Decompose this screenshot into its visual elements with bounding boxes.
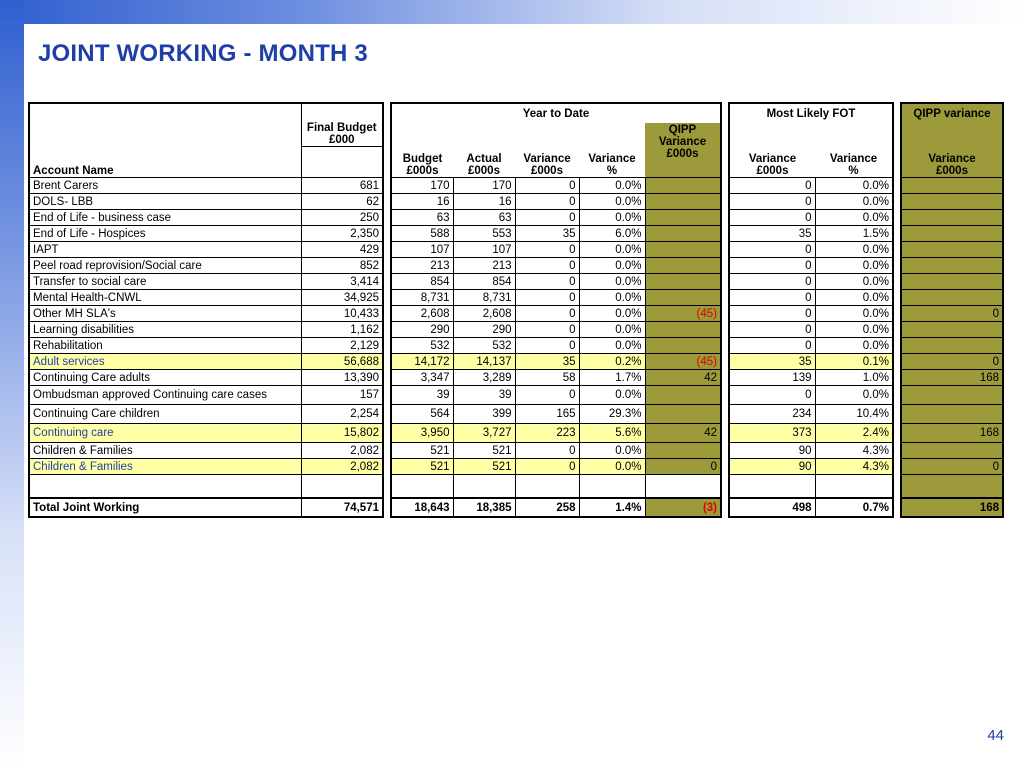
cell-qipp-variance: 0 — [901, 459, 1003, 475]
cell-fot-variance: 0 — [729, 178, 815, 194]
cell-ytd-variance-pct: 1.7% — [579, 370, 645, 386]
cell-ytd-qipp — [645, 290, 721, 306]
cell-fot-variance: 35 — [729, 354, 815, 370]
header-ytd-variance: Variance £000s — [523, 153, 571, 177]
cell-ytd-actual: 3,289 — [453, 370, 515, 386]
cell-ytd-variance-pct: 0.0% — [579, 178, 645, 194]
cell-qipp-variance — [901, 405, 1003, 424]
cell-ytd-actual: 290 — [453, 322, 515, 338]
cell-ytd-budget: 3,950 — [391, 424, 453, 443]
table-row — [29, 370, 1003, 386]
cell-qipp-variance — [901, 210, 1003, 226]
cell-final-budget: 56,688 — [301, 354, 383, 370]
cell-ytd-actual: 2,608 — [453, 306, 515, 322]
cell-ytd-variance: 165 — [515, 405, 579, 424]
cell-ytd-qipp: 42 — [645, 424, 721, 443]
cell-final-budget: 74,571 — [301, 498, 383, 517]
slide-title: JOINT WORKING - MONTH 3 — [38, 40, 368, 67]
cell-fot-variance-pct: 0.0% — [815, 178, 893, 194]
cell-ytd-actual: 854 — [453, 274, 515, 290]
cell-final-budget: 62 — [301, 194, 383, 210]
header-account-name: Account Name — [29, 103, 301, 178]
cell-ytd-variance-pct: 0.2% — [579, 354, 645, 370]
header-qipp-variance-group: QIPP variance — [901, 103, 1003, 123]
cell-ytd-qipp — [645, 226, 721, 242]
cell-ytd-actual: 18,385 — [453, 498, 515, 517]
cell-fot-variance-pct: 0.0% — [815, 338, 893, 354]
cell-fot-variance-pct: 0.0% — [815, 210, 893, 226]
table-row — [29, 178, 1003, 194]
cell-account-name: Learning disabilities — [29, 322, 301, 338]
cell-ytd-variance-pct: 0.0% — [579, 338, 645, 354]
cell-ytd-variance: 0 — [515, 210, 579, 226]
cell-fot-variance-pct: 4.3% — [815, 459, 893, 475]
cell-ytd-qipp — [645, 386, 721, 405]
cell-qipp-variance — [901, 386, 1003, 405]
cell-ytd-variance-pct: 0.0% — [579, 274, 645, 290]
cell-ytd-qipp — [645, 443, 721, 459]
header-ytd-budget: Budget £000s — [391, 147, 453, 178]
header-final-budget: Final Budget £000 — [301, 103, 383, 147]
cell-account-name: Other MH SLA's — [29, 306, 301, 322]
cell-fot-variance-pct: 0.0% — [815, 258, 893, 274]
cell-ytd-budget: 16 — [391, 194, 453, 210]
table-row — [29, 386, 1003, 405]
cell-fot-variance-pct: 0.0% — [815, 274, 893, 290]
cell-ytd-budget: 18,643 — [391, 498, 453, 517]
cell-fot-variance-pct: 0.0% — [815, 322, 893, 338]
header-ytd-qipp: QIPP Variance £000s — [645, 123, 721, 178]
cell-fot-variance: 0 — [729, 338, 815, 354]
cell-qipp-variance — [901, 290, 1003, 306]
cell-account-name: Continuing Care children — [29, 405, 301, 424]
cell-qipp-variance — [901, 322, 1003, 338]
cell-final-budget: 15,802 — [301, 424, 383, 443]
cell-ytd-budget: 521 — [391, 443, 453, 459]
cell-fot-variance: 373 — [729, 424, 815, 443]
cell-ytd-variance-pct: 0.0% — [579, 194, 645, 210]
cell-qipp-variance: 0 — [901, 354, 1003, 370]
cell-ytd-variance: 58 — [515, 370, 579, 386]
cell-final-budget: 13,390 — [301, 370, 383, 386]
cell-final-budget: 2,350 — [301, 226, 383, 242]
cell-final-budget: 3,414 — [301, 274, 383, 290]
cell-ytd-qipp — [645, 338, 721, 354]
cell-ytd-variance-pct: 0.0% — [579, 258, 645, 274]
cell-ytd-qipp: (45) — [645, 306, 721, 322]
table-row — [29, 405, 1003, 424]
header-fot-variance: Variance £000s — [729, 147, 815, 178]
cell-ytd-variance: 0 — [515, 386, 579, 405]
cell-ytd-budget: 170 — [391, 178, 453, 194]
cell-ytd-variance: 0 — [515, 443, 579, 459]
cell-account-name: Ombudsman approved Continuing care cases — [29, 386, 301, 405]
page-number: 44 — [987, 727, 1004, 744]
header-most-likely-fot: Most Likely FOT — [729, 103, 893, 123]
cell-fot-variance: 90 — [729, 459, 815, 475]
cell-fot-variance-pct: 0.0% — [815, 290, 893, 306]
left-gradient-bar — [0, 0, 24, 768]
cell-fot-variance-pct: 0.0% — [815, 306, 893, 322]
cell-ytd-actual: 107 — [453, 242, 515, 258]
header-ytd-actual: Actual £000s — [466, 153, 502, 177]
cell-qipp-variance — [901, 338, 1003, 354]
table-row — [29, 322, 1003, 338]
cell-ytd-variance-pct: 1.4% — [579, 498, 645, 517]
cell-final-budget: 681 — [301, 178, 383, 194]
table-row — [29, 424, 1003, 443]
cell-ytd-qipp: 0 — [645, 459, 721, 475]
cell-ytd-actual: 532 — [453, 338, 515, 354]
cell-account-name: Continuing Care adults — [29, 370, 301, 386]
cell-qipp-variance — [901, 274, 1003, 290]
cell-ytd-budget: 14,172 — [391, 354, 453, 370]
cell-account-name: Adult services — [29, 354, 301, 370]
cell-ytd-variance-pct: 0.0% — [579, 306, 645, 322]
cell-fot-variance: 0 — [729, 210, 815, 226]
cell-ytd-variance-pct: 0.0% — [579, 210, 645, 226]
table-row — [29, 242, 1003, 258]
table-row — [29, 290, 1003, 306]
cell-ytd-qipp — [645, 405, 721, 424]
cell-ytd-variance-pct: 0.0% — [579, 386, 645, 405]
cell-fot-variance-pct: 10.4% — [815, 405, 893, 424]
cell-ytd-variance-pct: 0.0% — [579, 459, 645, 475]
cell-ytd-budget: 63 — [391, 210, 453, 226]
cell-account-name: End of Life - business case — [29, 210, 301, 226]
cell-account-name: Rehabilitation — [29, 338, 301, 354]
cell-fot-variance: 0 — [729, 322, 815, 338]
cell-fot-variance: 90 — [729, 443, 815, 459]
header-qipp-variance: Variance £000s — [901, 147, 1003, 178]
cell-ytd-actual: 213 — [453, 258, 515, 274]
cell-final-budget: 2,254 — [301, 405, 383, 424]
cell-fot-variance: 0 — [729, 194, 815, 210]
header-fot-variance-pct: Variance % — [815, 147, 893, 178]
cell-ytd-qipp — [645, 178, 721, 194]
cell-ytd-actual: 553 — [453, 226, 515, 242]
header-year-to-date: Year to Date — [391, 103, 721, 123]
cell-final-budget: 34,925 — [301, 290, 383, 306]
cell-fot-variance: 0 — [729, 242, 815, 258]
cell-final-budget: 429 — [301, 242, 383, 258]
cell-ytd-actual: 63 — [453, 210, 515, 226]
cell-ytd-qipp: (3) — [645, 498, 721, 517]
cell-ytd-variance: 35 — [515, 354, 579, 370]
table-row — [29, 306, 1003, 322]
cell-account-name: Transfer to social care — [29, 274, 301, 290]
cell-qipp-variance: 168 — [901, 424, 1003, 443]
cell-ytd-budget: 213 — [391, 258, 453, 274]
cell-qipp-variance — [901, 258, 1003, 274]
cell-ytd-variance-pct: 0.0% — [579, 242, 645, 258]
spacer-row — [29, 475, 1003, 499]
cell-ytd-qipp: (45) — [645, 354, 721, 370]
cell-final-budget: 1,162 — [301, 322, 383, 338]
cell-account-name: Children & Families — [29, 459, 301, 475]
cell-ytd-budget: 532 — [391, 338, 453, 354]
cell-ytd-budget: 854 — [391, 274, 453, 290]
cell-ytd-variance-pct: 29.3% — [579, 405, 645, 424]
cell-fot-variance: 0 — [729, 386, 815, 405]
cell-fot-variance-pct: 1.5% — [815, 226, 893, 242]
cell-qipp-variance — [901, 194, 1003, 210]
cell-ytd-budget: 588 — [391, 226, 453, 242]
cell-fot-variance-pct: 4.3% — [815, 443, 893, 459]
cell-account-name: Total Joint Working — [29, 498, 301, 517]
cell-qipp-variance — [901, 178, 1003, 194]
cell-ytd-qipp — [645, 210, 721, 226]
table-row — [29, 459, 1003, 475]
cell-ytd-actual: 170 — [453, 178, 515, 194]
cell-fot-variance-pct: 0.0% — [815, 386, 893, 405]
cell-ytd-budget: 521 — [391, 459, 453, 475]
header-ytd-variance-pct: Variance % — [588, 153, 636, 177]
cell-ytd-qipp — [645, 194, 721, 210]
cell-final-budget: 10,433 — [301, 306, 383, 322]
cell-ytd-budget: 8,731 — [391, 290, 453, 306]
table-row — [29, 258, 1003, 274]
cell-ytd-qipp — [645, 242, 721, 258]
cell-ytd-budget: 107 — [391, 242, 453, 258]
top-gradient-bar — [0, 0, 1024, 24]
cell-ytd-variance: 258 — [515, 498, 579, 517]
table-row — [29, 354, 1003, 370]
cell-fot-variance-pct: 2.4% — [815, 424, 893, 443]
cell-ytd-qipp: 42 — [645, 370, 721, 386]
cell-final-budget: 2,129 — [301, 338, 383, 354]
cell-final-budget: 2,082 — [301, 443, 383, 459]
cell-fot-variance-pct: 0.0% — [815, 194, 893, 210]
cell-qipp-variance: 168 — [901, 370, 1003, 386]
cell-account-name: Mental Health-CNWL — [29, 290, 301, 306]
cell-account-name: DOLS- LBB — [29, 194, 301, 210]
cell-ytd-qipp — [645, 258, 721, 274]
cell-ytd-variance: 0 — [515, 258, 579, 274]
cell-ytd-qipp — [645, 274, 721, 290]
cell-ytd-variance-pct: 0.0% — [579, 290, 645, 306]
cell-ytd-budget: 290 — [391, 322, 453, 338]
table-row — [29, 194, 1003, 210]
cell-qipp-variance — [901, 242, 1003, 258]
cell-ytd-variance-pct: 5.6% — [579, 424, 645, 443]
cell-ytd-variance: 0 — [515, 290, 579, 306]
cell-final-budget: 157 — [301, 386, 383, 405]
cell-ytd-variance: 0 — [515, 322, 579, 338]
cell-account-name: IAPT — [29, 242, 301, 258]
cell-ytd-variance: 0 — [515, 306, 579, 322]
cell-account-name: Brent Carers — [29, 178, 301, 194]
cell-ytd-actual: 39 — [453, 386, 515, 405]
cell-account-name: Peel road reprovision/Social care — [29, 258, 301, 274]
cell-final-budget: 852 — [301, 258, 383, 274]
table-row — [29, 443, 1003, 459]
cell-ytd-variance-pct: 0.0% — [579, 443, 645, 459]
cell-qipp-variance: 168 — [901, 498, 1003, 517]
cell-ytd-actual: 8,731 — [453, 290, 515, 306]
cell-ytd-variance: 0 — [515, 274, 579, 290]
cell-qipp-variance: 0 — [901, 306, 1003, 322]
cell-fot-variance-pct: 0.7% — [815, 498, 893, 517]
cell-ytd-actual: 399 — [453, 405, 515, 424]
cell-fot-variance-pct: 0.0% — [815, 242, 893, 258]
cell-ytd-budget: 2,608 — [391, 306, 453, 322]
cell-ytd-actual: 3,727 — [453, 424, 515, 443]
table-row — [29, 226, 1003, 242]
cell-ytd-qipp — [645, 322, 721, 338]
cell-account-name: End of Life - Hospices — [29, 226, 301, 242]
table-row — [29, 210, 1003, 226]
cell-fot-variance: 234 — [729, 405, 815, 424]
cell-ytd-actual: 521 — [453, 443, 515, 459]
cell-ytd-budget: 564 — [391, 405, 453, 424]
cell-ytd-variance: 0 — [515, 194, 579, 210]
cell-qipp-variance — [901, 226, 1003, 242]
table-row — [29, 274, 1003, 290]
cell-ytd-variance-pct: 0.0% — [579, 322, 645, 338]
cell-ytd-variance: 223 — [515, 424, 579, 443]
cell-fot-variance: 0 — [729, 274, 815, 290]
cell-ytd-budget: 3,347 — [391, 370, 453, 386]
cell-fot-variance: 0 — [729, 258, 815, 274]
cell-fot-variance-pct: 0.1% — [815, 354, 893, 370]
cell-fot-variance: 35 — [729, 226, 815, 242]
cell-final-budget: 250 — [301, 210, 383, 226]
total-row — [29, 498, 1003, 517]
cell-ytd-variance: 0 — [515, 459, 579, 475]
cell-ytd-actual: 16 — [453, 194, 515, 210]
cell-ytd-variance: 0 — [515, 178, 579, 194]
cell-fot-variance-pct: 1.0% — [815, 370, 893, 386]
cell-ytd-variance: 35 — [515, 226, 579, 242]
cell-account-name: Children & Families — [29, 443, 301, 459]
cell-ytd-budget: 39 — [391, 386, 453, 405]
cell-final-budget: 2,082 — [301, 459, 383, 475]
cell-ytd-variance-pct: 6.0% — [579, 226, 645, 242]
cell-fot-variance: 0 — [729, 306, 815, 322]
cell-ytd-actual: 14,137 — [453, 354, 515, 370]
cell-ytd-variance: 0 — [515, 242, 579, 258]
cell-fot-variance: 139 — [729, 370, 815, 386]
cell-fot-variance: 0 — [729, 290, 815, 306]
table-row — [29, 338, 1003, 354]
cell-ytd-actual: 521 — [453, 459, 515, 475]
cell-fot-variance: 498 — [729, 498, 815, 517]
cell-qipp-variance — [901, 443, 1003, 459]
cell-ytd-variance: 0 — [515, 338, 579, 354]
cell-account-name: Continuing care — [29, 424, 301, 443]
joint-working-table — [28, 102, 1004, 518]
